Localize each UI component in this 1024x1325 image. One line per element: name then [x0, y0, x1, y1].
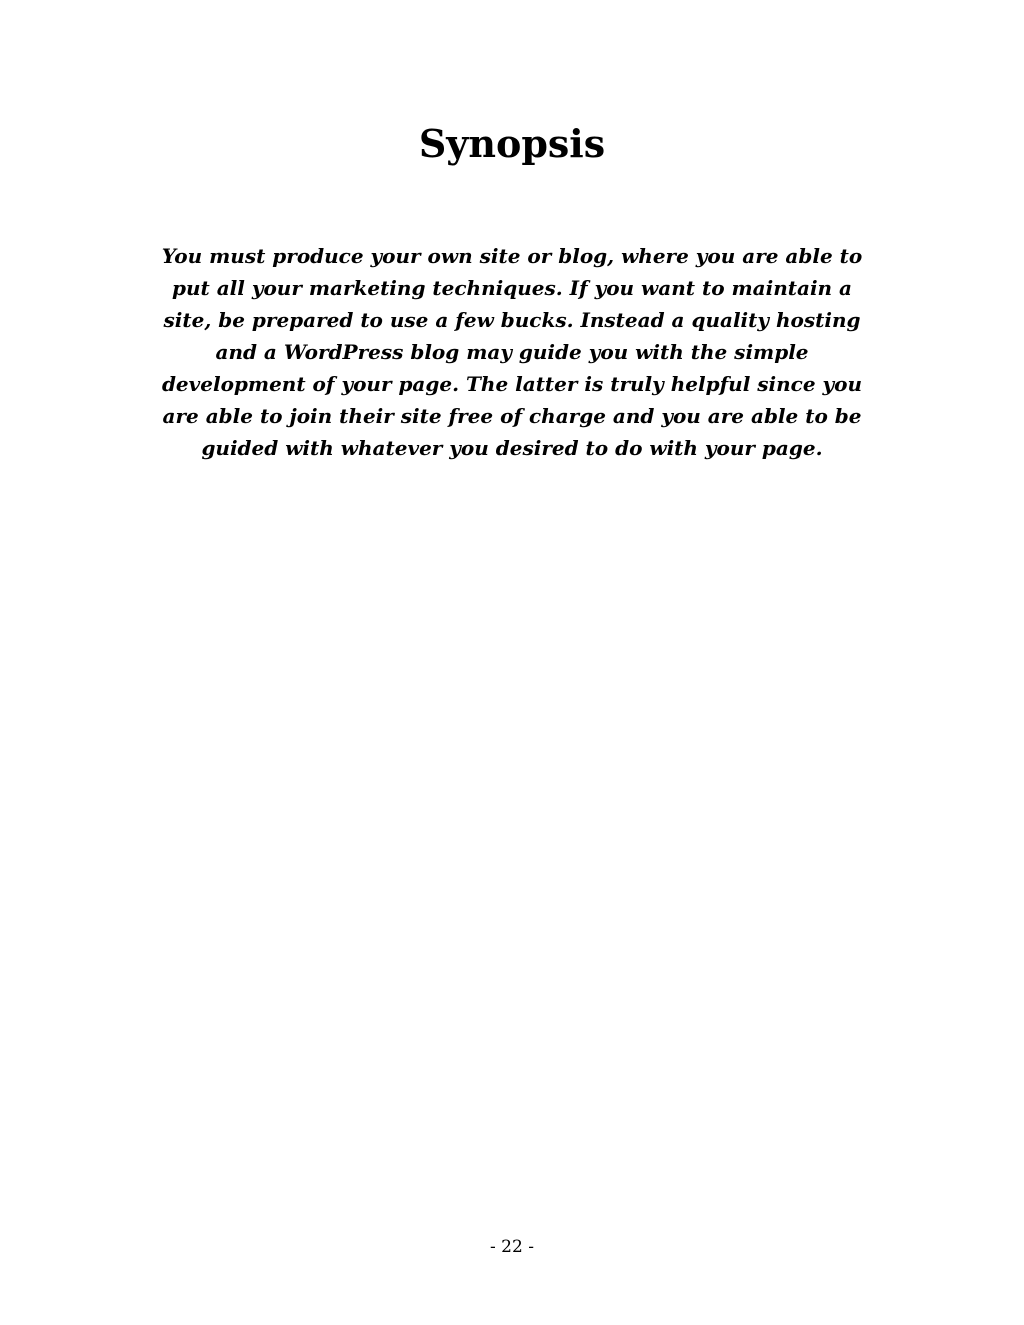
synopsis-paragraph: [150, 240, 874, 464]
paragraph-line: put all your marketing techniques. If you want to maintain a: [171, 276, 853, 300]
paragraph-line: You must produce your own site or blog, where you are able to: [161, 244, 863, 268]
paragraph-line: development of your page. The latter is truly helpful since you: [161, 372, 863, 396]
page-number: - 22 -: [490, 1237, 534, 1257]
paragraph-line: are able to join their site free of charge and you are able to be: [162, 404, 862, 428]
page-title: Synopsis: [418, 121, 606, 166]
paragraph-line: and a WordPress blog may guide you with the simple: [215, 340, 809, 364]
paragraph-line: site, be prepared to use a few bucks. Instead a quality hosting: [163, 308, 861, 332]
paragraph-line: guided with whatever you desired to do with your page.: [201, 436, 823, 460]
